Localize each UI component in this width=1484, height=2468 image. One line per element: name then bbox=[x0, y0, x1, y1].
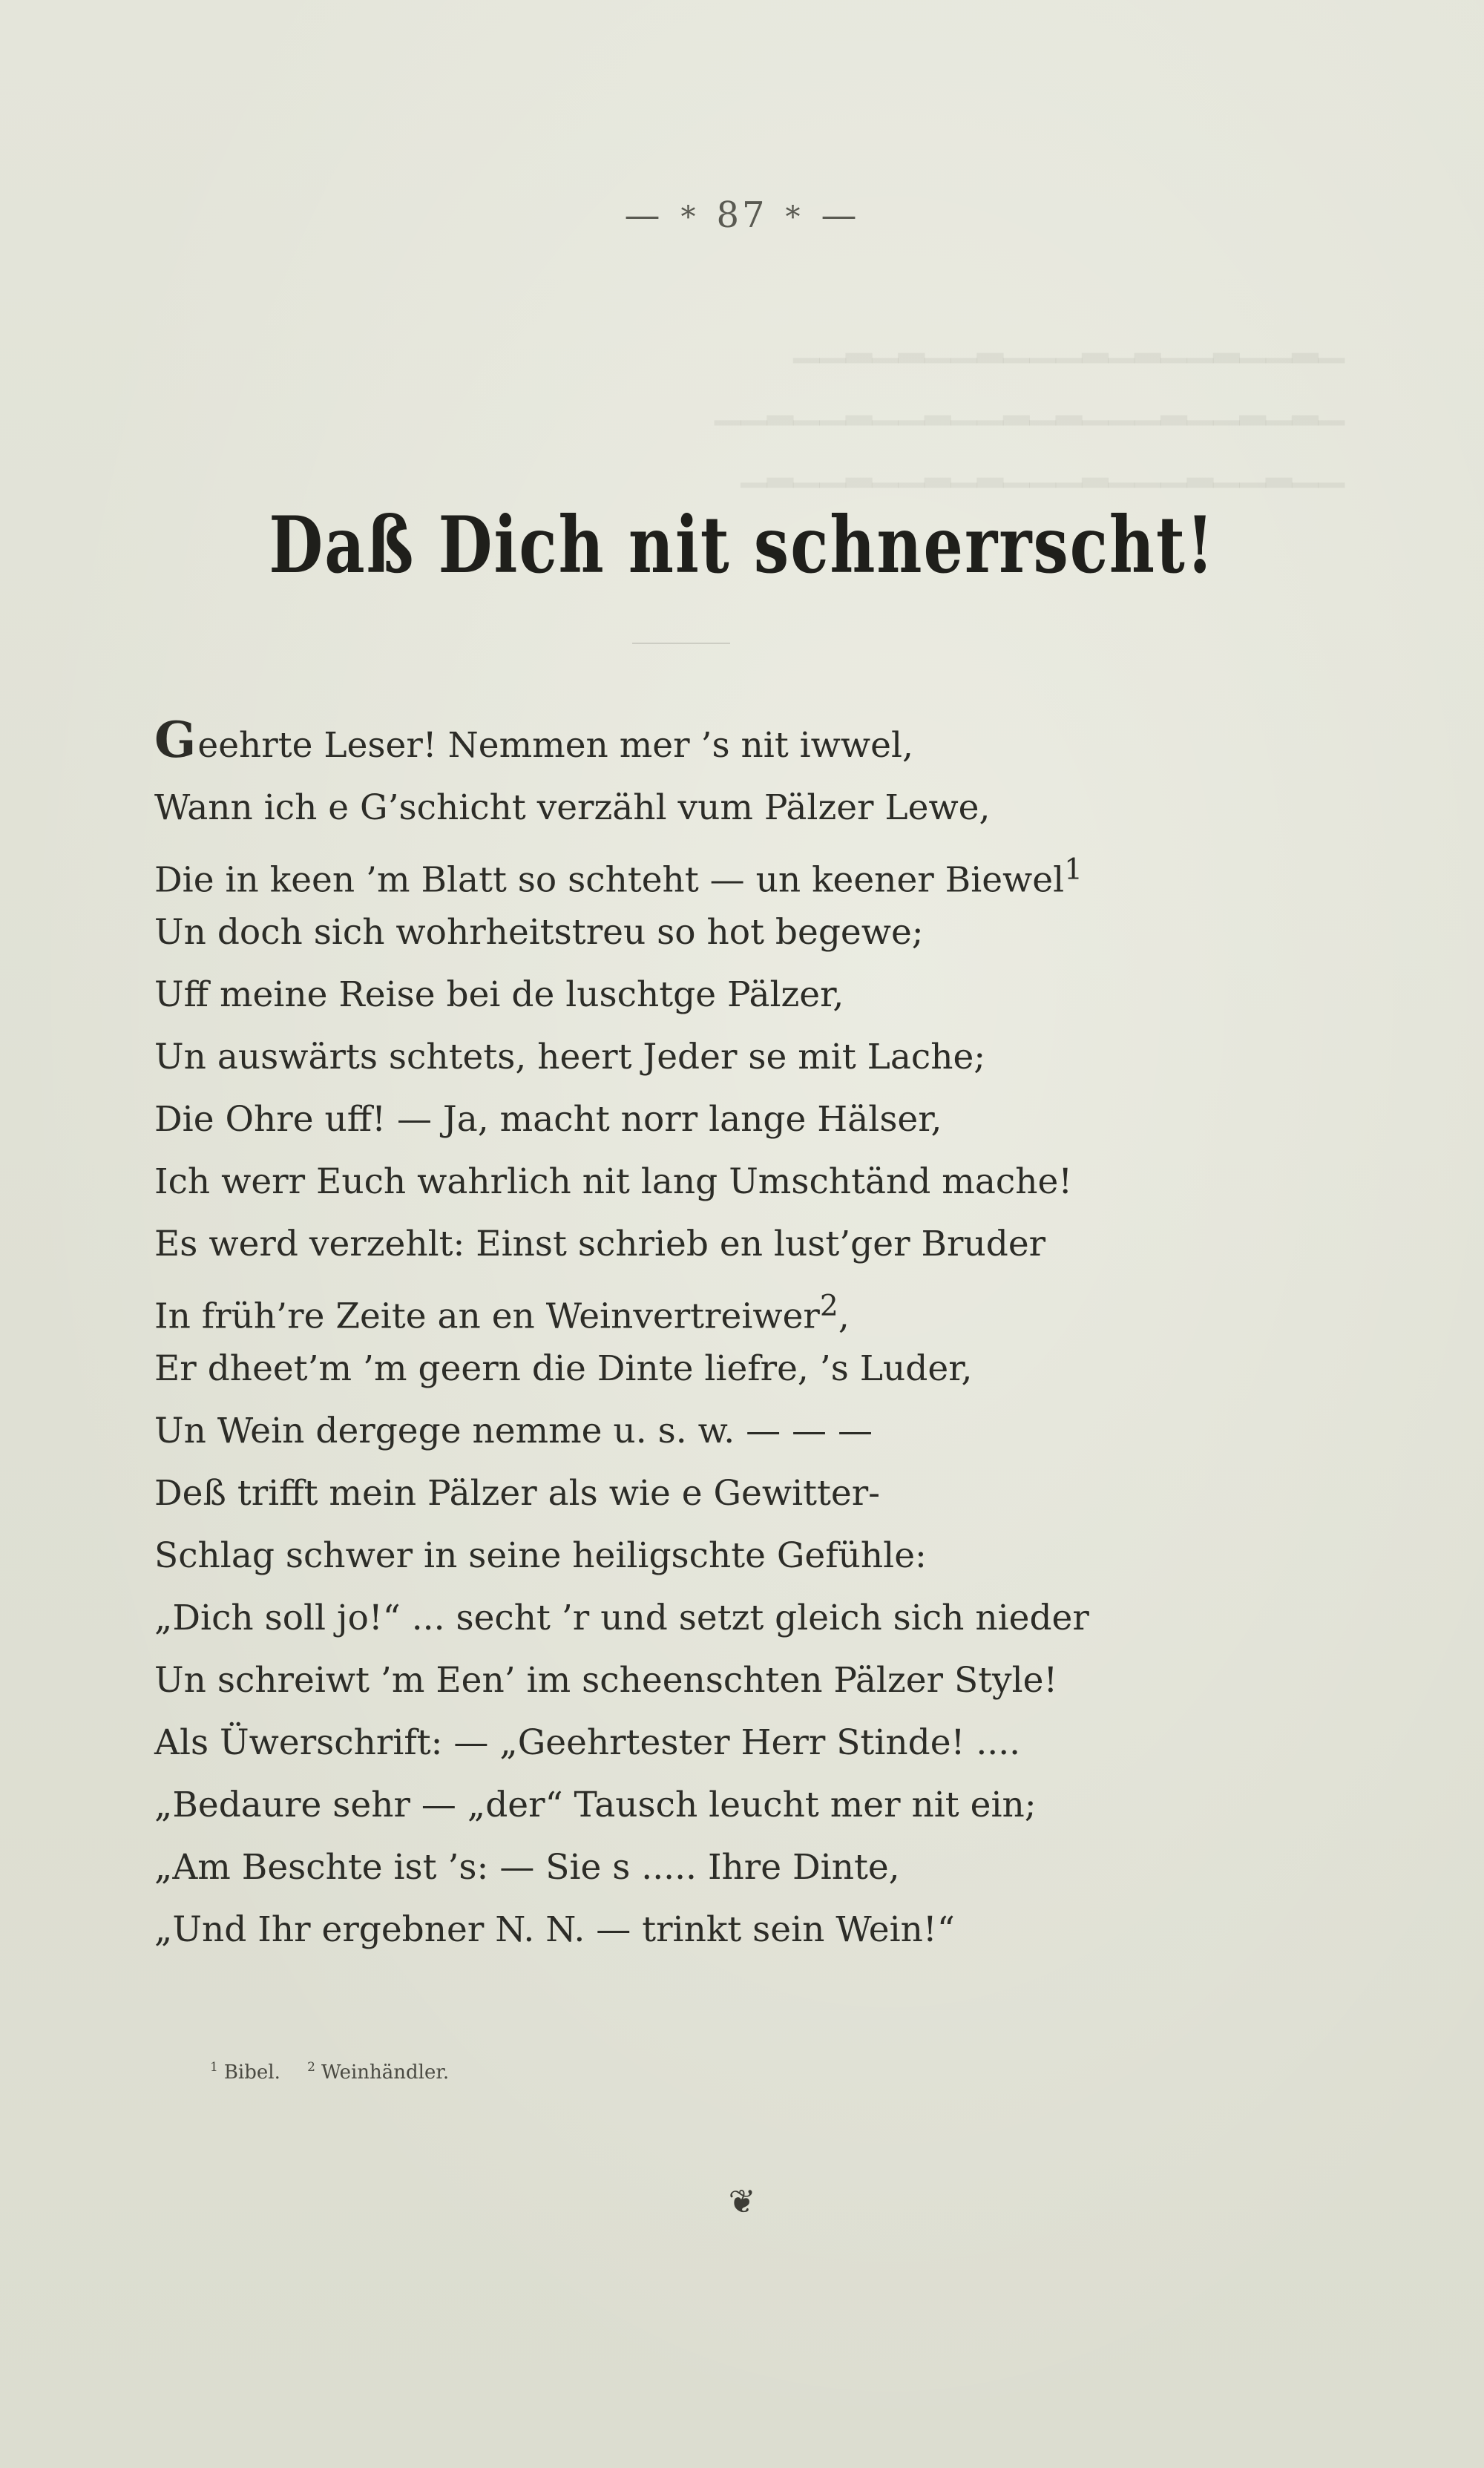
bleed-through-text: ▁▂▁▁▂▁▁▂▁▂▁▁▁▂▁▁▂▁▂▁▁ ▁▂▁▂▁▁▂▁▁▁▂▁▂▁▁▂▁▁▂▁▁▂▁▁ ▁▁▂▁▁▂▁▁▁▂▁▁▁▂▁▂▁▁▂▁▁▂▁ bbox=[714, 323, 1345, 488]
end-ornament-icon: ❦ bbox=[728, 2183, 756, 2221]
footnote: $^1$ Bibel. bbox=[210, 2060, 280, 2084]
poem-line: Un Wein dergege nemme u. s. w. — — — bbox=[154, 1411, 873, 1451]
poem-line: Als Üwerschrift: — „Geehrtester Herr Stinde! .... bbox=[154, 1722, 1021, 1763]
asterisk-ornament-icon: * bbox=[680, 200, 699, 234]
poem-line: Un doch sich wohrheitstreu so hot begewe; bbox=[154, 912, 924, 953]
asterisk-ornament-icon: * bbox=[785, 200, 804, 234]
poem-initial: G bbox=[154, 711, 197, 769]
poem-title: Daß Dich nit schnerrscht! bbox=[269, 499, 1215, 591]
footnote: $^2$ Weinhändler. bbox=[307, 2060, 450, 2084]
title-divider bbox=[632, 643, 730, 644]
poem-line: Schlag schwer in seine heiligschte Gefühle: bbox=[154, 1535, 927, 1576]
poem-line: Uff meine Reise bei de luschtge Pälzer, bbox=[154, 974, 844, 1015]
poem-line: Er dheet’m ’m geern die Dinte liefre, ’s Luder, bbox=[154, 1348, 973, 1389]
poem-line: Es werd verzehlt: Einst schrieb en lust’ger Bruder bbox=[154, 1224, 1046, 1264]
footnotes bbox=[210, 2060, 470, 2084]
poem-line: „Am Beschte ist ’s: — Sie s ..... Ihre Dinte, bbox=[154, 1847, 900, 1888]
poem-line: Geehrte Leser! Nemmen mer ’s nit iwwel, bbox=[154, 711, 913, 769]
poem-line: Ich werr Euch wahrlich nit lang Umschtänd mache! bbox=[154, 1161, 1073, 1202]
poem-line: Die Ohre uff! — Ja, macht norr lange Hälser, bbox=[154, 1099, 942, 1140]
page-number-value: 87 bbox=[716, 194, 768, 236]
poem-body bbox=[154, 711, 1208, 1961]
poem-line: Un auswärts schtets, heert Jeder se mit Lache; bbox=[154, 1037, 986, 1077]
page-number: — * 87 * — bbox=[624, 194, 860, 236]
poem-line: In früh’re Zeite an en Weinvertreiwer$^2$, bbox=[154, 1290, 850, 1337]
poem-line: „Bedaure sehr — „der“ Tausch leucht mer nit ein; bbox=[154, 1785, 1037, 1825]
poem-line: „Und Ihr ergebner N. N. — trinkt sein Wein!“ bbox=[154, 1909, 955, 1950]
footnote-ref: 2 bbox=[819, 1290, 838, 1323]
footnote-ref: 1 bbox=[1064, 853, 1083, 887]
poem-line: Un schreiwt ’m Een’ im scheenschten Pälzer Style! bbox=[154, 1660, 1058, 1701]
poem-line: Deß trifft mein Pälzer als wie e Gewitter- bbox=[154, 1473, 881, 1514]
poem-line: „Dich soll jo!“ ... secht ’r und setzt gleich sich nieder bbox=[154, 1598, 1089, 1638]
poem-line: Die in keen ’m Blatt so schteht — un keener Biewel$^1$ bbox=[154, 853, 1083, 901]
poem-line: Wann ich e G’schicht verzähl vum Pälzer Lewe, bbox=[154, 787, 991, 828]
